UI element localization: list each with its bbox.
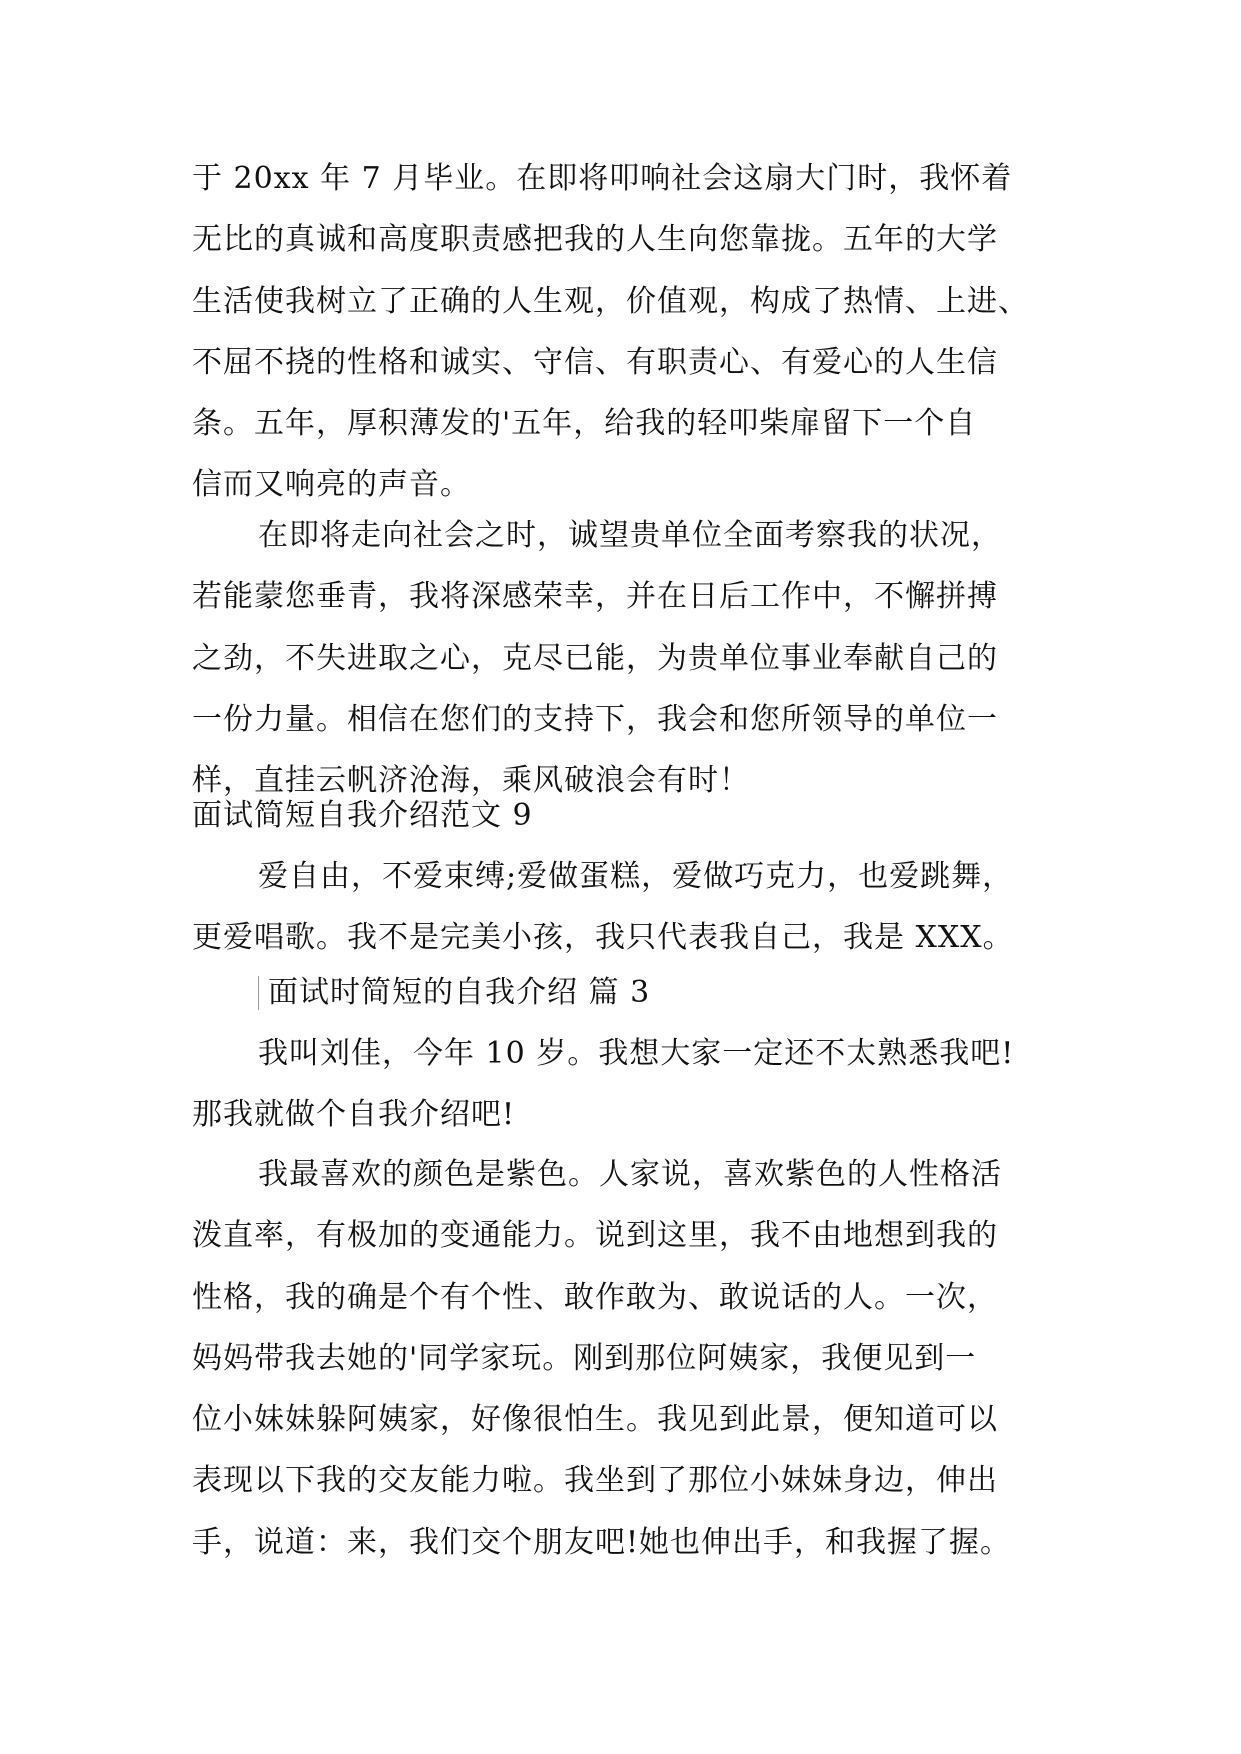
text-line: 一份力量。相信在您们的支持下，我会和您所领导的单位一 (192, 701, 998, 737)
text-line: 于 20xx 年 7 月毕业。在即将叩响社会这扇大门时，我怀着 (192, 161, 1013, 196)
text-line: 泼直率，有极加的变通能力。说到这里，我不由地想到我的 (192, 1218, 998, 1254)
text-line: 若能蒙您垂青，我将深感荣幸，并在日后工作中，不懈拼搏 (192, 579, 998, 615)
paragraph-name-intro (192, 1023, 1072, 1146)
text-line: 更爱唱歌。我不是完美小孩，我只代表我自己，我是 XXX。 (192, 920, 1014, 956)
paragraph-graduation (192, 148, 1072, 516)
text-line: 生活使我树立了正确的人生观，价值观，构成了热情、上进、 (192, 283, 1029, 319)
text-line: 表现以下我的交友能力啦。我坐到了那位小妹妹身边，伸出 (192, 1463, 998, 1499)
paragraph-freedom (192, 846, 1072, 969)
text-line: 在即将走向社会之时，诚望贵单位全面考察我的状况， (258, 518, 1002, 553)
text-line: 性格，我的确是个有个性、敢作敢为、敢说话的人。一次， (192, 1279, 998, 1315)
text-line: 条。五年，厚积薄发的'五年，给我的轻叩柴扉留下一个自 (192, 406, 977, 442)
text-line: 我叫刘佳，今年 10 岁。我想大家一定还不太熟悉我吧! (258, 1036, 1015, 1071)
text-line: 位小妹妹躲阿姨家，好像很怕生。我见到此景，便知道可以 (192, 1402, 998, 1438)
text-line: 不屈不挠的性格和诚实、守信、有职责心、有爱心的人生信 (192, 344, 998, 380)
text-line: 无比的真诚和高度职责感把我的人生向您靠拢。五年的大学 (192, 222, 998, 258)
text-line: 信而又响亮的声音。 (192, 467, 471, 503)
paragraph-favorite-color (192, 1144, 1072, 1573)
text-line: 之劲，不失进取之心，克尽已能，为贵单位事业奉献自己的 (192, 640, 998, 676)
text-line: 妈妈带我去她的'同学家玩。刚到那位阿姨家，我便见到一 (192, 1340, 977, 1376)
text-line: 爱自由，不爱束缚;爱做蛋糕，爱做巧克力，也爱跳舞， (258, 859, 1014, 894)
section-heading-sample-9: 面试简短自我介绍范文 9 (192, 798, 533, 833)
text-line: 那我就做个自我介绍吧! (192, 1097, 516, 1133)
text-line: 样，直挂云帆济沧海，乘风破浪会有时！ (192, 763, 750, 799)
text-line: 手，说道：来，我们交个朋友吧!她也伸出手，和我握了握。 (192, 1524, 1012, 1560)
heading-marker-bar (258, 976, 259, 1010)
paragraph-closing (192, 505, 1072, 811)
text-line: 我最喜欢的颜色是紫色。人家说，喜欢紫色的人性格活 (258, 1157, 1002, 1192)
section-heading-part-3: 面试时简短的自我介绍 篇 3 (268, 975, 651, 1010)
